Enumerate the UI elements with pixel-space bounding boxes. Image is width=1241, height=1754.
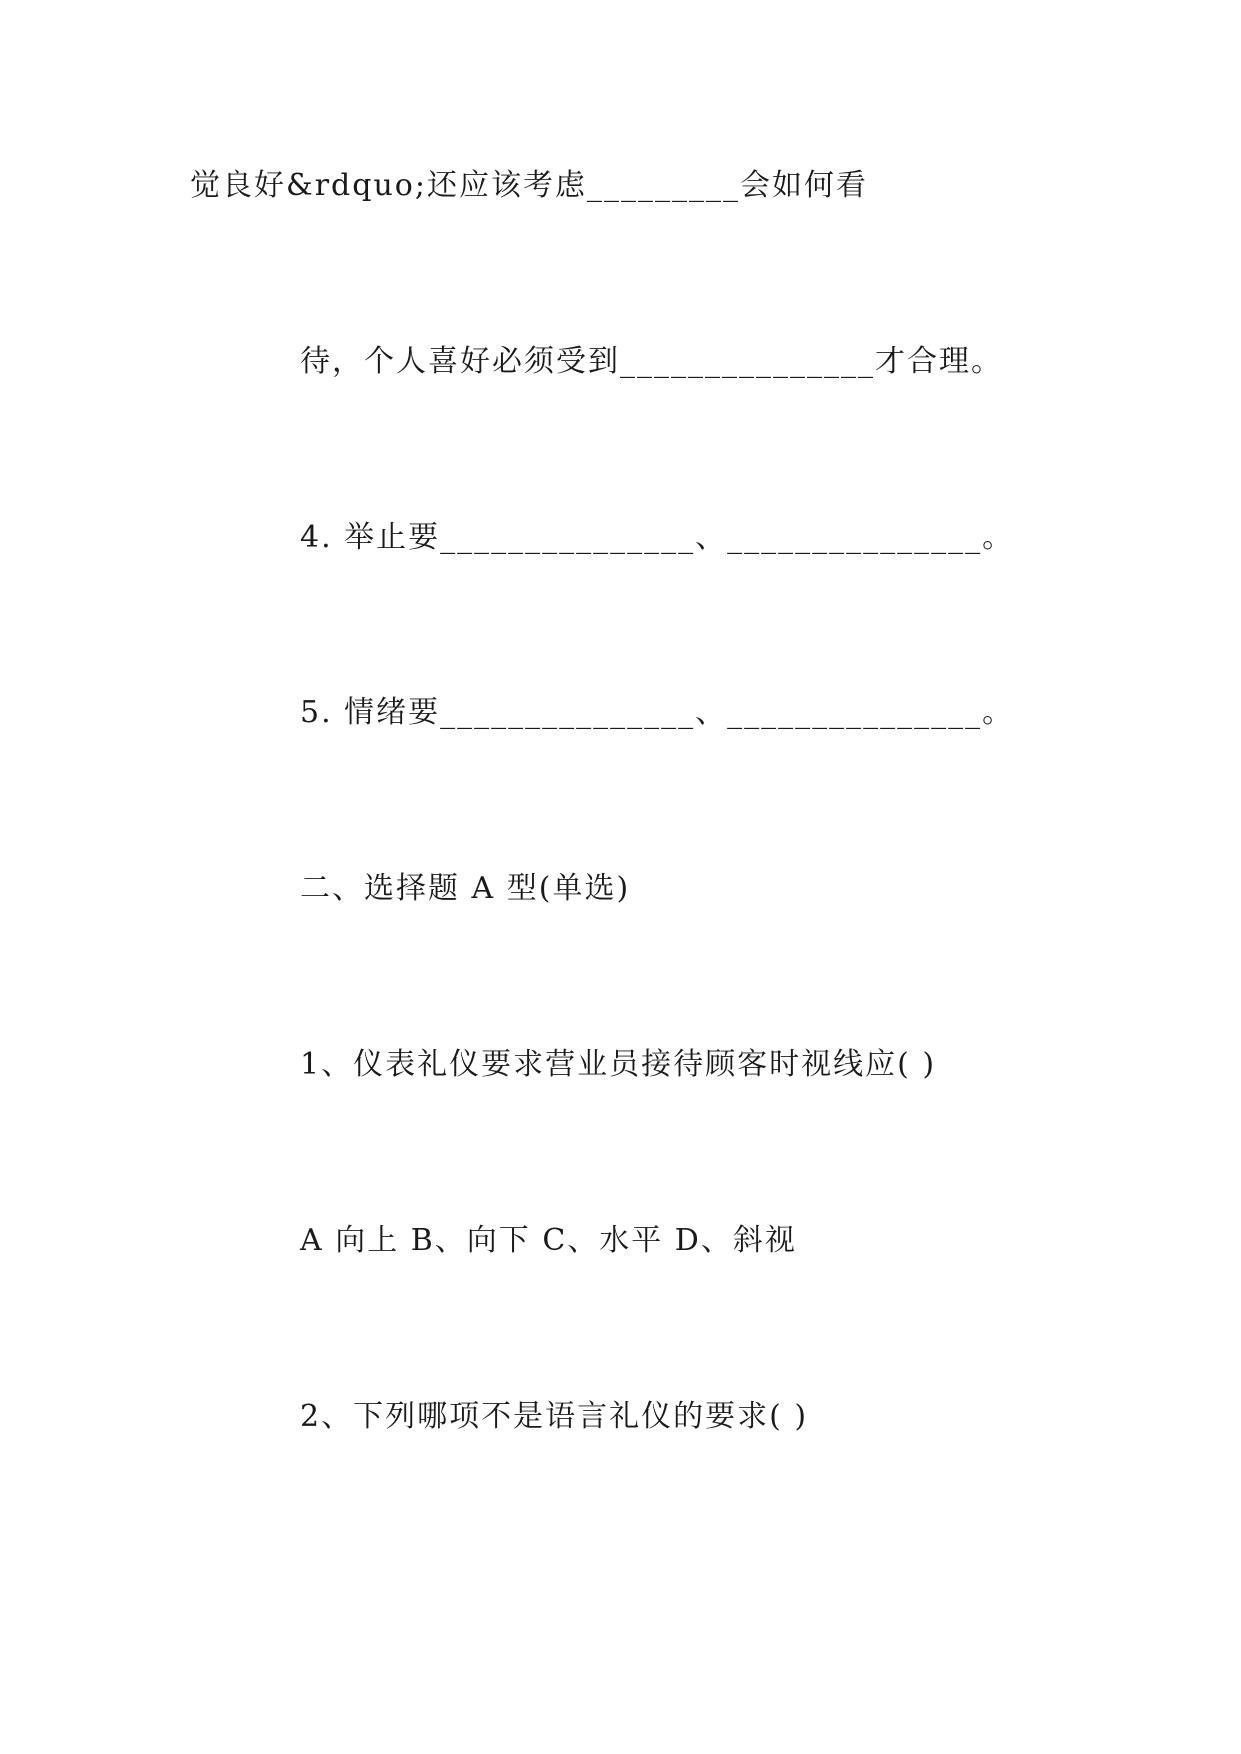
question-1-options: A 向上 B、向下 C、水平 D、斜视 (300, 1223, 797, 1258)
question-2: 2、下列哪项不是语言礼仪的要求( ) (300, 1399, 809, 1434)
question-1: 1、仪表礼仪要求营业员接待顾客时视线应( ) (300, 1047, 937, 1082)
text-line-fill-blank-3: 待，个人喜好必须受到_______________才合理。 (300, 344, 1003, 379)
section-heading-choice: 二、选择题 A 型(单选) (300, 871, 631, 906)
text-line-fill-blank-5: 5. 情绪要_______________、_______________。 (300, 695, 1015, 730)
text-line-continuation: 觉良好&rdquo;还应该考虑_________会如何看 (190, 168, 868, 203)
text-line-fill-blank-4: 4. 举止要_______________、_______________。 (300, 520, 1015, 555)
